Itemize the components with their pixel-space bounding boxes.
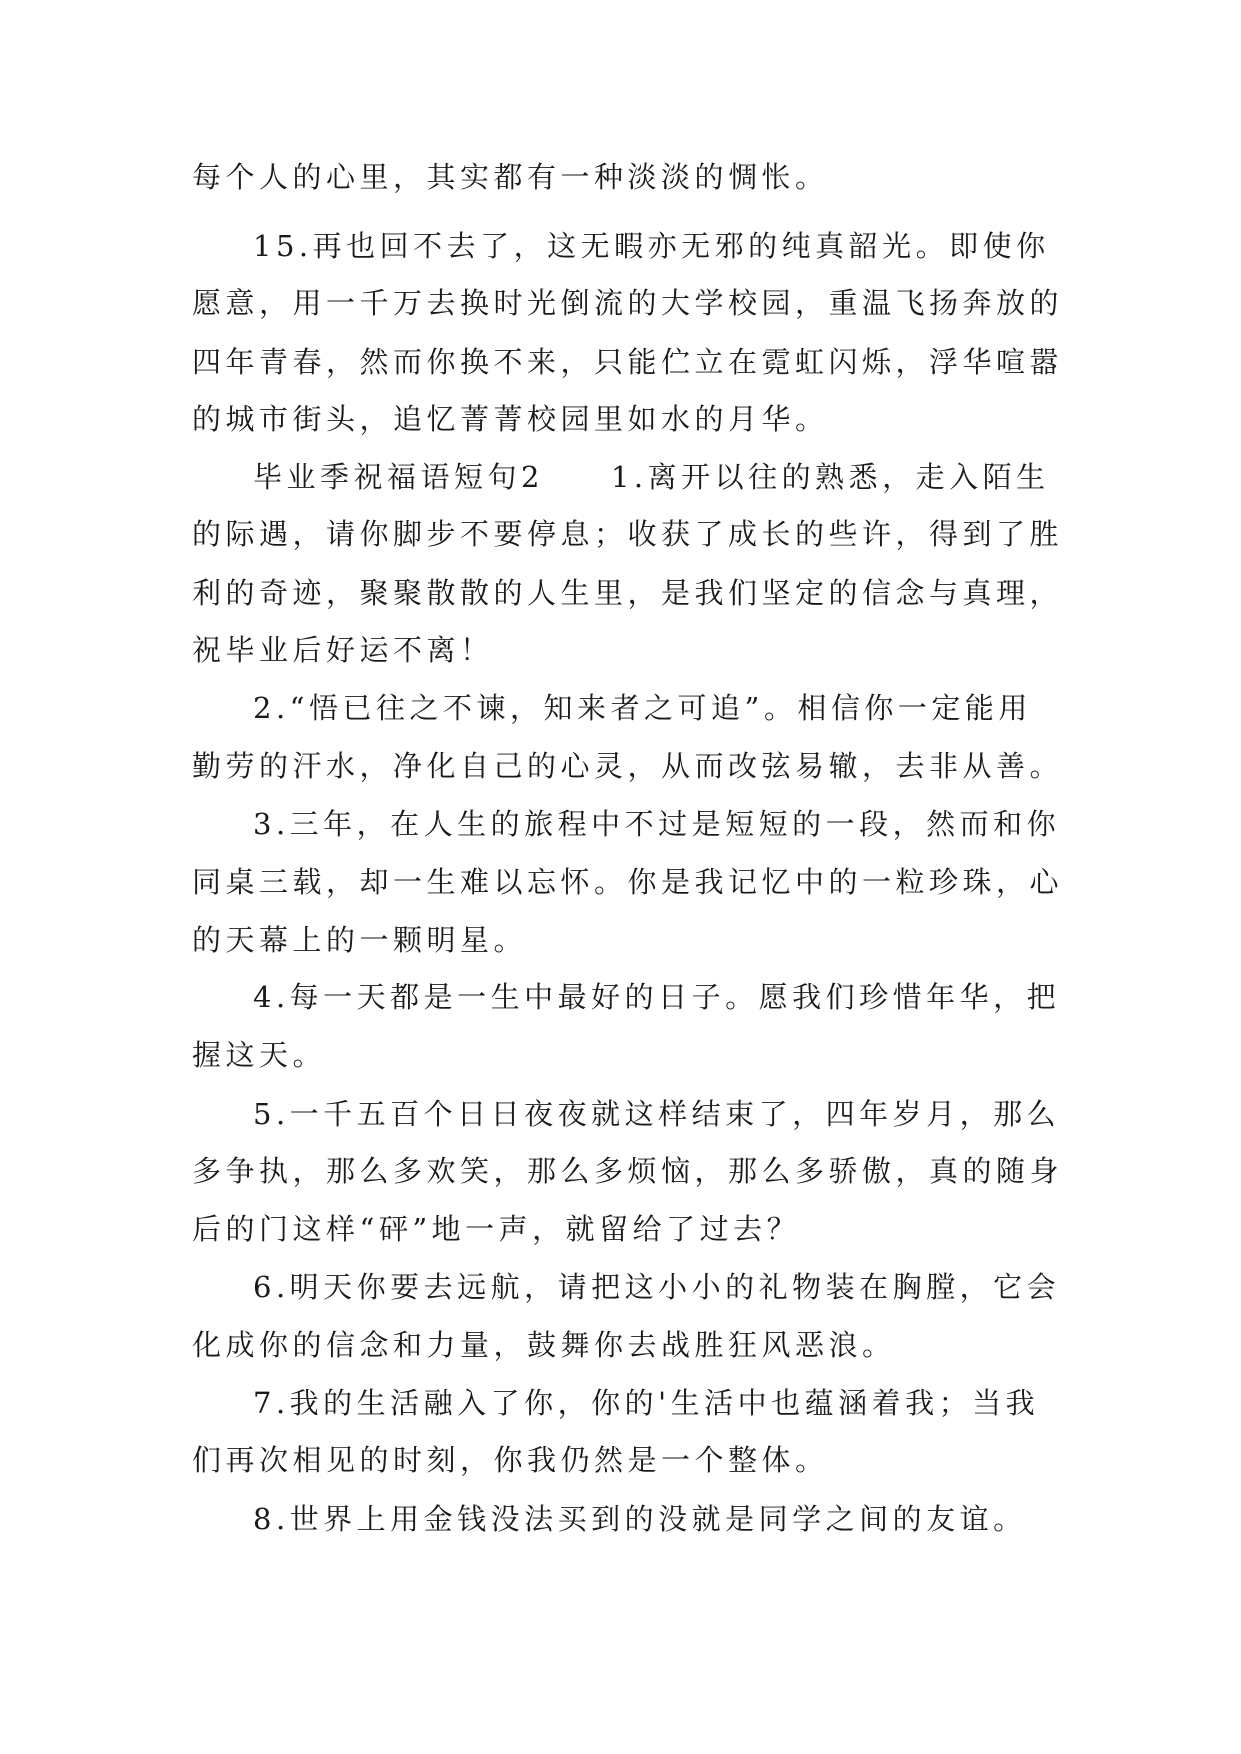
text-line: 化成你的信念和力量，鼓舞你去战胜狂风恶浪。 — [192, 1328, 896, 1362]
text-line: 15.再也回不去了，这无暇亦无邪的纯真韶光。即使你 — [253, 229, 1050, 263]
text-line: 握这天。 — [192, 1038, 327, 1072]
text-line: 每个人的心里，其实都有一种淡淡的惆怅。 — [192, 160, 829, 194]
text-line: 5.一千五百个日日夜夜就这样结束了，四年岁月，那么 — [253, 1097, 1061, 1131]
text-line: 3.三年，在人生的旅程中不过是短短的一段，然而和你 — [253, 807, 1061, 841]
text-line: 后的门这样“砰”地一声，就留给了过去？ — [192, 1212, 801, 1246]
text-line: 勤劳的汗水，净化自己的心灵，从而改弦易辙，去非从善。 — [192, 749, 1064, 783]
text-line: 2.“悟已往之不谏，知来者之可追”。相信你一定能用 — [253, 691, 1032, 725]
text-line: 6.明天你要去远航，请把这小小的礼物装在胸膛，它会 — [253, 1270, 1061, 1304]
text-line: 多争执，那么多欢笑，那么多烦恼，那么多骄傲，真的随身 — [192, 1154, 1064, 1188]
text-line: 愿意，用一千万去换时光倒流的大学校园，重温飞扬奔放的 — [192, 286, 1064, 320]
text-line: 8.世界上用金钱没法买到的没就是同学之间的友谊。 — [253, 1502, 1027, 1536]
text-line: 四年青春，然而你换不来，只能伫立在霓虹闪烁，浮华喧嚣 — [192, 345, 1064, 379]
text-line: 的天幕上的一颗明星。 — [192, 923, 528, 957]
text-line: 同桌三载，却一生难以忘怀。你是我记忆中的一粒珍珠，心 — [192, 865, 1064, 899]
text-line: 4.每一天都是一生中最好的日子。愿我们珍惜年华，把 — [253, 980, 1061, 1014]
text-line: 们再次相见的时刻，你我仍然是一个整体。 — [192, 1443, 829, 1477]
text-line: 利的奇迹，聚聚散散的人生里，是我们坚定的信念与真理， — [192, 576, 1064, 610]
text-line: 祝毕业后好运不离！ — [192, 633, 494, 667]
text-line: 毕业季祝福语短句2 1.离开以往的熟悉，走入陌生 — [253, 460, 1050, 494]
text-line: 的际遇，请你脚步不要停息；收获了成长的些许，得到了胜 — [192, 517, 1064, 551]
text-line: 的城市街头，追忆菁菁校园里如水的月华。 — [192, 402, 829, 436]
text-line: 7.我的生活融入了你，你的'生活中也蕴涵着我；当我 — [253, 1386, 1040, 1420]
